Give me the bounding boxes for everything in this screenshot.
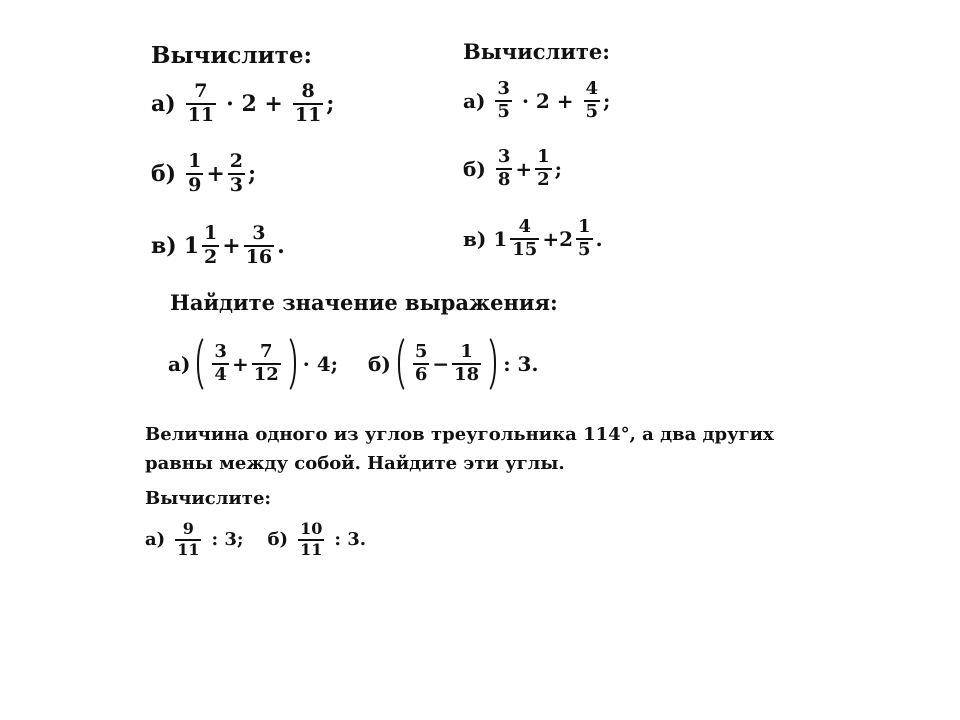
right-paren-icon	[484, 333, 496, 395]
item-label: б)	[267, 529, 289, 551]
left-exercise-c	[151, 224, 285, 268]
fraction: $\frac{10}{11}$	[300, 519, 323, 559]
right-exercise-a	[463, 80, 610, 122]
item-label: а)	[145, 529, 166, 551]
fraction: $\frac{5}{6}$	[414, 341, 428, 385]
problem-line-2: равны между собой. Найдите эти углы.	[145, 453, 565, 474]
fraction: $\frac{4}{5}$	[585, 78, 599, 122]
fraction: $\frac{1}{2}$	[537, 146, 550, 190]
operator: +	[206, 160, 225, 187]
bottom-heading: Вычислите:	[145, 488, 272, 509]
fraction: $\frac{9}{11}$	[177, 519, 200, 559]
punctuation: ;	[326, 90, 335, 117]
fraction: $\frac{3}{8}$	[497, 146, 511, 190]
right-exercise-b	[463, 148, 562, 190]
fraction: $\frac{3}{5}$	[497, 78, 510, 122]
operator-tail: · 4;	[302, 352, 339, 376]
middle-heading: Найдите значение выражения:	[170, 290, 558, 315]
fraction: $\frac{1}{2}$	[204, 222, 218, 268]
fraction: $\frac{3}{4}$	[214, 341, 227, 385]
operator-tail: : 3.	[503, 352, 539, 376]
punctuation: .	[595, 226, 603, 251]
operator: +	[222, 232, 241, 259]
operator: +	[231, 352, 249, 376]
left-paren-icon	[398, 333, 410, 395]
fraction: $\frac{3}{16}$	[245, 222, 273, 268]
whole-number: 1	[183, 232, 200, 259]
left-heading: Вычислите:	[151, 42, 313, 69]
fraction: $\frac{1}{9}$	[188, 150, 202, 196]
problem-line-1: Величина одного из углов треугольника 114°, а два других	[145, 424, 774, 445]
whole-number: 1	[493, 226, 508, 251]
item-label: в)	[151, 232, 177, 259]
item-label: а)	[151, 90, 176, 117]
fraction: $\frac{7}{11}$	[187, 80, 215, 126]
fraction: $\frac{4}{15}$	[512, 216, 538, 260]
item-label: б)	[463, 156, 486, 181]
punctuation: ;	[248, 160, 257, 187]
fraction: $\frac{2}{3}$	[229, 150, 243, 196]
item-label: в)	[463, 226, 487, 251]
right-paren-icon	[284, 333, 296, 395]
operator: −	[432, 352, 450, 376]
item-label: а)	[168, 352, 191, 376]
item-label: б)	[151, 160, 177, 187]
word-problem	[145, 420, 774, 478]
operator: · 2 +	[226, 90, 283, 117]
operator-tail: : 3.	[334, 529, 367, 551]
middle-exercises	[168, 333, 538, 395]
fraction: $\frac{1}{18}$	[454, 341, 480, 385]
bottom-exercises	[145, 521, 366, 559]
punctuation: ;	[554, 156, 563, 181]
item-label: б)	[368, 352, 391, 376]
right-exercise-c	[463, 218, 603, 260]
punctuation: .	[277, 232, 285, 259]
operator: +	[542, 226, 560, 251]
item-label: а)	[463, 88, 486, 113]
fraction: $\frac{8}{11}$	[294, 80, 322, 126]
whole-number: 2	[559, 226, 574, 251]
punctuation: ;	[603, 88, 611, 113]
fraction: $\frac{1}{5}$	[578, 216, 591, 260]
fraction: $\frac{7}{12}$	[253, 341, 279, 385]
operator: +	[515, 156, 533, 181]
left-exercise-a	[151, 82, 334, 126]
left-paren-icon	[197, 333, 209, 395]
operator-tail: : 3;	[211, 529, 244, 551]
operator: · 2 +	[521, 88, 574, 113]
left-exercise-b	[151, 152, 256, 196]
right-heading: Вычислите:	[463, 39, 611, 64]
